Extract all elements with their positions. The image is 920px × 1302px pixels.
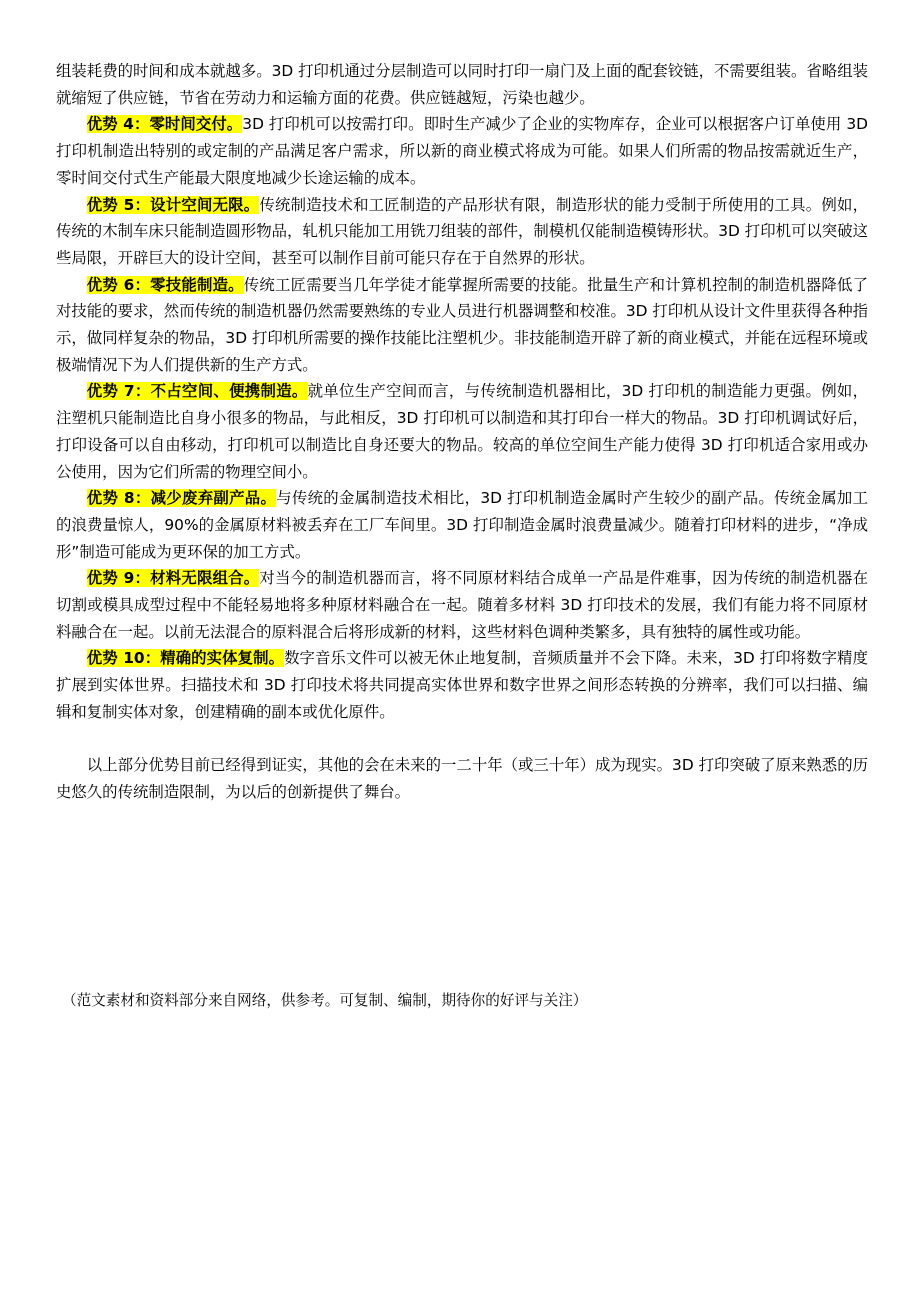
advantage-text-8: 与传统的金属制造技术相比，3D 打印机制造金属时产生较少的副产品。传统金属加工的浪费量惊人，90%的金属原材料被丢弃在工厂车间里。3D 打印制造金属时浪费量减少。随着打印材料的进步，“净成形”制造可能成为更环保的加工方式。 [56, 489, 868, 561]
footer-note: （范文素材和资料部分来自网络，供参考。可复制、编制，期待你的好评与关注） [62, 992, 588, 1009]
advantage-paragraph-5 [56, 192, 868, 272]
advantage-paragraph-6 [56, 272, 868, 379]
advantage-paragraph-9 [56, 565, 868, 645]
advantage-heading-6: 优势 6：零技能制造。 [86, 275, 244, 294]
advantage-heading-10: 优势 10：精确的实体复制。 [86, 649, 285, 668]
advantage-paragraph-10 [56, 645, 868, 725]
advantage-heading-7: 优势 7：不占空间、便携制造。 [86, 382, 308, 401]
advantage-heading-5: 优势 5：设计空间无限。 [86, 195, 260, 214]
conclusion-paragraph: 以上部分优势目前已经得到证实，其他的会在未来的一二十年（或三十年）成为现实。3D 打印突破了原来熟悉的历史悠久的传统制造限制，为以后的创新提供了舞台。 [56, 756, 868, 801]
advantage-text-10: 数字音乐文件可以被无休止地复制，音频质量并不会下降。未来，3D 打印将数字精度扩展到实体世界。扫描技术和 3D 打印技术将共同提高实体世界和数字世界之间形态转换的分辨率，我们可以扫描、编辑和复制实体对象，创建精确的副本或优化原件。 [56, 649, 868, 721]
advantage-paragraph-8 [56, 485, 868, 565]
intro-paragraph: 组装耗费的时间和成本就越多。3D 打印机通过分层制造可以同时打印一扇门及上面的配套铰链，不需要组装。省略组装就缩短了供应链，节省在劳动力和运输方面的花费。供应链越短，污染也越少。 [56, 62, 868, 107]
advantage-heading-4: 优势 4：零时间交付。 [86, 115, 243, 134]
advantage-text-6: 传统工匠需要当几年学徒才能掌握所需要的技能。批量生产和计算机控制的制造机器降低了对技能的要求，然而传统的制造机器仍然需要熟练的专业人员进行机器调整和校准。3D 打印机从设计文件里获得各种指示，做同样复杂的物品，3D 打印机所需要的操作技能比注塑机少。非技能制造开辟了新的商业模式，并能在远程环境或极端情况下为人们提供新的生产方式。 [56, 275, 868, 374]
advantage-text-9: 对当今的制造机器而言，将不同原材料结合成单一产品是件难事，因为传统的制造机器在切割或模具成型过程中不能轻易地将多种原材料融合在一起。随着多材料 3D 打印技术的发展，我们有能力将不同原材料融合在一起。以前无法混合的原料混合后将形成新的材料，这些材料色调种类繁多，具有独特的属性或功能。 [56, 569, 868, 641]
advantage-text-7: 就单位生产空间而言，与传统制造机器相比，3D 打印机的制造能力更强。例如，注塑机只能制造比自身小很多的物品，与此相反，3D 打印机可以制造和其打印台一样大的物品。3D 打印机调试好后，打印设备可以自由移动，打印机可以制造比自身还要大的物品。较高的单位空间生产能力使得 3D 打印机适合家用或办公使用，因为它们所需的物理空间小。 [56, 382, 868, 481]
advantage-heading-8: 优势 8：减少废弃副产品。 [86, 489, 277, 508]
advantage-paragraph-4 [56, 111, 868, 191]
advantage-text-4: 3D 打印机可以按需打印。即时生产减少了企业的实物库存，企业可以根据客户订单使用 3D 打印机制造出特别的或定制的产品满足客户需求，所以新的商业模式将成为可能。如果人们所需的物品按需就近生产，零时间交付式生产能最大限度地减少长途运输的成本。 [56, 115, 868, 187]
advantage-text-5: 传统制造技术和工匠制造的产品形状有限，制造形状的能力受制于所使用的工具。例如，传统的木制车床只能制造圆形物品，轧机只能加工用铣刀组装的部件，制模机仅能制造模铸形状。3D 打印机可以突破这些局限，开辟巨大的设计空间，甚至可以制作目前可能只存在于自然界的形状。 [56, 195, 868, 267]
document-body [56, 58, 868, 806]
paragraph-spacer [56, 726, 868, 753]
advantage-heading-9: 优势 9：材料无限组合。 [86, 569, 260, 588]
advantage-paragraph-7 [56, 378, 868, 485]
